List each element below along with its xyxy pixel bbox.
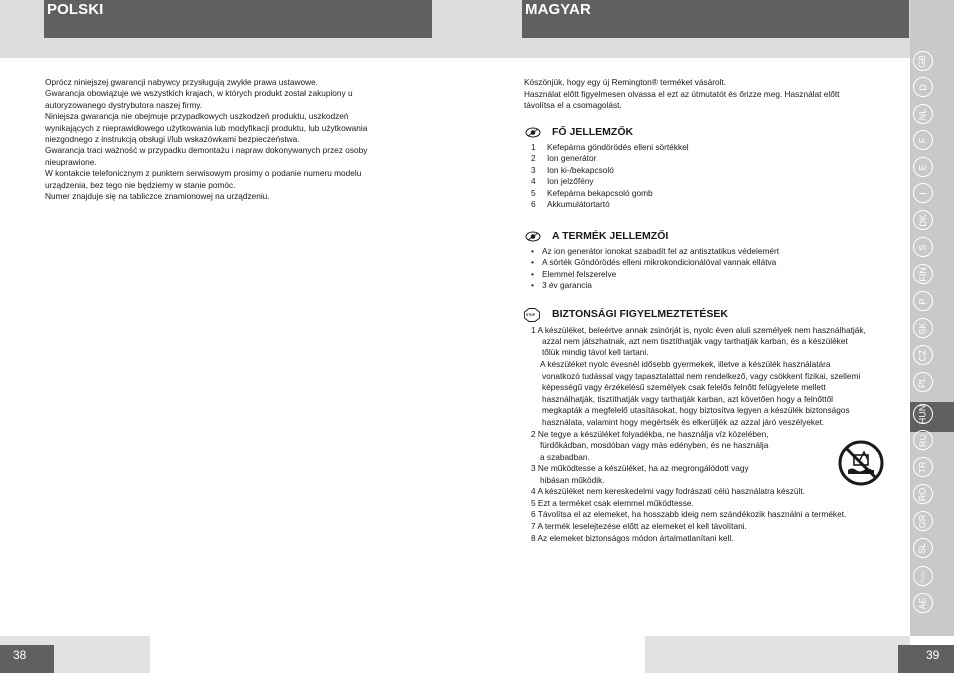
language-tab-label: RU <box>917 433 928 447</box>
product-list <box>524 246 779 292</box>
text-line: 6 Távolítsa el az elemeket, ha hosszabb ideig nem szándékozik használni a terméket. <box>531 509 847 519</box>
eye-icon <box>525 127 541 138</box>
language-tab-ae[interactable] <box>913 593 933 613</box>
list-item: 4 Ion jelzőfény <box>531 176 594 187</box>
text-line: A készüléket nyolc évesnél idősebb gyermekek, illetve a készülék használatára <box>540 359 831 369</box>
text-line: tőlük mindig távol kell tartani. <box>542 347 649 357</box>
text-line: megkapták a megfelelő utasításokat, hogy biztosítva legyen a készülék biztonságos <box>542 405 850 415</box>
text-line: Oprócz niniejszej gwarancji nabywcy przysługują zwykłe prawa ustawowe. <box>45 77 318 87</box>
text-line: Köszönjük, hogy egy új Remington® terméket vásárolt. <box>524 77 727 87</box>
list-item: 1 Kefepárna göndörödés elleni sörtékkel <box>531 142 689 152</box>
language-tab-ru[interactable] <box>913 430 933 450</box>
features-list <box>531 142 689 210</box>
text-line: használata, valamint hogy megértsék és elkerüljék az azzal járó veszélyeket. <box>542 417 825 427</box>
list-item: 2 Ion generátor <box>531 153 597 164</box>
list-item: 5 Kefepárna bekapcsoló gomb <box>531 187 653 198</box>
language-tab-label: S <box>917 243 928 251</box>
language-tab-label: P <box>917 297 928 305</box>
no-water-icon <box>838 440 884 486</box>
text-line: 2 Ne tegye a készüléket folyadékba, ne használja víz közelében, <box>531 429 769 439</box>
language-tab-label: ﻲﺑﺮﻋ <box>919 570 926 582</box>
text-line: autoryzowanego dystrybutora naszej firmy. <box>45 99 203 110</box>
language-tab-pl[interactable] <box>913 372 933 392</box>
language-tab-label: GB <box>917 54 928 68</box>
language-tab-s[interactable] <box>913 237 933 257</box>
list-item: • Az ion generátor ionokat szabadít fel az antisztatikus védelemért <box>531 246 780 256</box>
language-tab-label: SK <box>917 321 928 335</box>
text-line: 4 A készüléket nem kereskedelmi vagy fodrászati célú használatra készült. <box>531 486 805 496</box>
right-page-title: MAGYAR <box>525 1 591 18</box>
language-tab-label: TR <box>917 461 928 473</box>
text-line: 5 Ezt a terméket csak elemmel működtesse. <box>531 498 694 508</box>
language-tab-label: NL <box>917 108 928 120</box>
features-heading: FŐ JELLEMZŐK <box>552 126 634 138</box>
left-page-number: 38 <box>13 648 27 662</box>
language-tab-label: DK <box>917 213 928 227</box>
list-item: • A sörték Göndörödés elleni mikrokondicionálóval vannak ellátva <box>531 257 777 268</box>
language-tab-sl[interactable] <box>913 538 933 558</box>
text-line: azzal nem játszhatnak, azt nem tisztíthatják vagy tarthatják karban, és a készüléket <box>542 336 848 346</box>
left-paragraph <box>45 77 367 202</box>
language-tab-hun[interactable] <box>913 404 933 424</box>
text-line: nieuprawione. <box>45 156 97 167</box>
language-tab-dk[interactable] <box>913 210 933 230</box>
list-item: • 3 év garancia <box>531 280 592 291</box>
language-tab-d[interactable] <box>913 77 933 97</box>
list-item: • Elemmel felszerelve <box>531 268 617 279</box>
text-line: Gwarancja obowiązuje we wszystkich krajach, w których produkt został zakupiony u <box>45 88 353 99</box>
eye-icon <box>525 231 541 242</box>
text-line: urządzenia, bez tego nie będziemy w stanie pomóc. <box>45 179 236 190</box>
stop-label: STOP <box>526 313 535 317</box>
text-line: niezgodnego z instrukcją obsługi i/lub wskazówkami bezpieczeństwa. <box>45 134 300 145</box>
language-tab-label: FIN <box>917 266 928 282</box>
left-page-number-box <box>0 645 54 673</box>
left-header-bar <box>44 0 432 38</box>
language-tab-sk[interactable] <box>913 318 933 338</box>
language-tab-ro[interactable] <box>913 484 933 504</box>
text-line: wynikających z nieprawidłowego użytkowania lub modyfikacji produktu, lub użytkowania <box>45 122 368 133</box>
language-tab-label: F <box>917 137 928 143</box>
text-line: használhatják, tisztíthatják vagy tarthatják karban, azt követően hogy a felnőttől <box>542 394 834 404</box>
language-tab-label: AE <box>917 596 928 610</box>
language-tab-p[interactable] <box>913 291 933 311</box>
language-tab-label: E <box>917 163 928 171</box>
language-tab-cz[interactable] <box>913 345 933 365</box>
text-line: Használat előtt figyelmesen olvassa el ezt az útmutatót és őrizze meg. Használat előtt <box>524 88 840 99</box>
language-tab-label: GR <box>917 514 928 528</box>
language-tab-i[interactable] <box>913 183 933 203</box>
list-item: 3 Ion ki-/bekapcsoló <box>531 164 614 175</box>
right-footer-band <box>645 636 910 673</box>
right-page-number: 39 <box>926 648 940 662</box>
text-line: 1 A készüléket, beleértve annak zsinórját is, nyolc éven aluli személyek nem használhatják, <box>531 325 866 335</box>
product-heading: A TERMÉK JELLEMZŐI <box>552 230 669 242</box>
language-tab-fin[interactable] <box>913 264 933 284</box>
language-tab-nl[interactable] <box>913 104 933 124</box>
language-tab-gb[interactable] <box>913 51 933 71</box>
language-tab-label: D <box>917 83 928 91</box>
text-line: képességű vagy érzékelésű személyek csak felelős felnőtt felügyelete mellett <box>542 382 826 392</box>
text-line: vonatkozó tudással vagy tapasztalattal nem rendelkező, vagy csökkent fizikai, szellemi <box>542 371 861 381</box>
text-line: távolítsa el a csomagolást. <box>524 100 622 111</box>
language-tab-label: PL <box>917 376 928 388</box>
text-line: 7 A termék leselejtezése előtt az elemeket el kell távolítani. <box>531 521 747 531</box>
text-line: fürdőkádban, mosdóban vagy más edényben, és ne használja <box>540 440 769 450</box>
text-line: Numer znajduje się na tabliczce znamionowej na urządzeniu. <box>45 191 270 202</box>
right-header-bar <box>522 0 909 38</box>
text-line: W kontakcie telefonicznym z punktem serwisowym prosimy o podanie numeru modelu <box>45 168 362 179</box>
list-item: 6 Akkumulátortartó <box>531 199 610 210</box>
text-line: hibásan működik. <box>540 475 605 485</box>
text-line: Niniejsza gwarancja nie obejmuje przypadkowych uszkodzeń produktu, uszkodzeń <box>45 111 349 122</box>
text-line: 8 Az elemeket biztonságos módon ártalmatlanítani kell. <box>531 533 734 543</box>
language-tab-label: I <box>917 191 928 195</box>
language-tab-f[interactable] <box>913 130 933 150</box>
language-tab-gr[interactable] <box>913 511 933 531</box>
safety-heading: BIZTONSÁGI FIGYELMEZTETÉSEK <box>552 308 728 320</box>
text-line: Gwarancja traci ważność w przypadku demontażu i napraw dokonywanych przez osoby <box>45 145 368 156</box>
language-tab-label: RO <box>917 487 928 501</box>
language-tab-label: SL <box>917 542 928 554</box>
left-page-title: POLSKI <box>47 1 104 18</box>
language-tab-ar[interactable] <box>913 566 933 586</box>
text-line: 3 Ne működtesse a készüléket, ha az megrongálódott vagy <box>531 463 749 473</box>
right-intro <box>524 77 839 112</box>
language-tab-tr[interactable] <box>913 457 933 477</box>
language-tab-label: HUN <box>917 404 928 424</box>
language-tab-label: CZ <box>917 349 928 361</box>
language-tab-e[interactable] <box>913 157 933 177</box>
text-line: a szabadban. <box>540 452 590 462</box>
